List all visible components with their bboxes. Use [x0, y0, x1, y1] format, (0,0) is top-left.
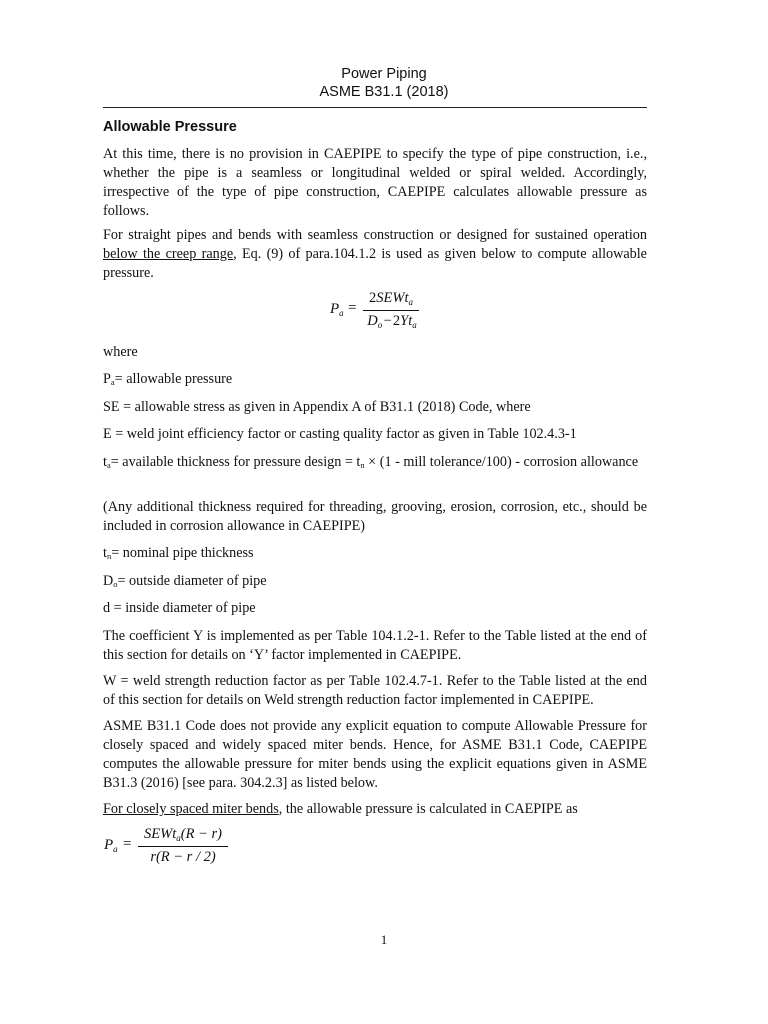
definition-ta: $t_a=$ available thickness for pressure design = $t_n \times (1$ - mill tolerance/100) - corrosion allowance — [103, 454, 639, 470]
eq1-numerator: 2SEWt$_a$ — [369, 290, 413, 307]
eq1-fraction-bar — [363, 310, 419, 311]
where-label: where — [103, 344, 138, 360]
creep-range-underlined: below the creep range — [103, 246, 234, 262]
eq1-lhs: $P_a$ — [330, 301, 344, 318]
definition-d: d = inside diameter of pipe — [103, 600, 256, 616]
eq2-equals: = — [123, 836, 132, 852]
straight-part2: , Eq. (9) of para.104.1.2 is used as given below to compute allowable pressure. — [103, 246, 647, 281]
section-heading: Allowable Pressure — [103, 119, 237, 135]
closely-spaced-paragraph: For closely spaced miter bends, the allowable pressure is calculated in CAEPIPE as — [103, 801, 578, 817]
weld-strength-paragraph: W = weld strength reduction factor as per Table 102.4.7-1. Refer to the Table listed at the end of this section for details on Weld strength reduction factor implemented in CAEPIPE. — [103, 673, 647, 708]
header-title: Power Piping — [341, 66, 427, 82]
definition-pa: $P_a=$ allowable pressure — [103, 371, 233, 387]
eq2-lhs: $P_a$ — [104, 837, 118, 854]
additional-thickness-note: (Any additional thickness required for threading, grooving, erosion, corrosion, etc., should be included in corrosion allowance in CAEPIPE) — [103, 499, 647, 534]
eq2-denominator: r(R − r / 2) — [150, 849, 216, 865]
eq1-equals: = — [348, 300, 357, 316]
definition-e: E = weld joint efficiency factor or casting quality factor as given in Table 102.4.3-1 — [103, 426, 577, 442]
eq1-denominator: $D_o$ − $2Yt_a$ — [367, 313, 417, 330]
coefficient-y-paragraph: The coefficient Y is implemented as per Table 104.1.2-1. Refer to the Table listed at the end of this section for details on ‘Y’ factor implemented in CAEPIPE. — [103, 628, 647, 663]
allowable-pressure-equation — [330, 290, 430, 336]
straight-pipe-paragraph — [103, 226, 647, 283]
miter-bend-paragraph: ASME B31.1 Code does not provide any explicit equation to compute Allowable Pressure for closely spaced and widely spaced miter bends. Hence, for ASME B31.1 Code, CAEPIPE computes the allowable pressure for miter bends using the explicit equations given in ASME B31.3 (2016) [see para. 304.2.3] as listed below. — [103, 718, 647, 791]
intro-paragraph: At this time, there is no provision in CAEPIPE to specify the type of pipe construction, i.e., whether the pipe is a seamless or longitudinal welded or spiral welded. Accordingly, irrespective of the type of pipe construction, CAEPIPE calculates allowable pressure as follows. — [103, 146, 647, 219]
header-subtitle: ASME B31.1 (2018) — [319, 84, 449, 100]
eq2-numerator: SEWt$_a$(R − r) — [144, 826, 222, 843]
definition-do: $D_o=$ outside diameter of pipe — [103, 573, 267, 589]
page-number: 1 — [380, 932, 388, 947]
straight-part1: For straight pipes and bends with seamless construction or designed for sustained operation — [103, 227, 647, 243]
eq2-fraction-bar — [138, 846, 228, 847]
definition-tn: $t_n=$ nominal pipe thickness — [103, 545, 254, 561]
header-divider — [103, 107, 647, 108]
closely-spaced-miter-equation — [104, 826, 234, 872]
definition-se: SE = allowable stress as given in Appendix A of B31.1 (2018) Code, where — [103, 399, 531, 415]
